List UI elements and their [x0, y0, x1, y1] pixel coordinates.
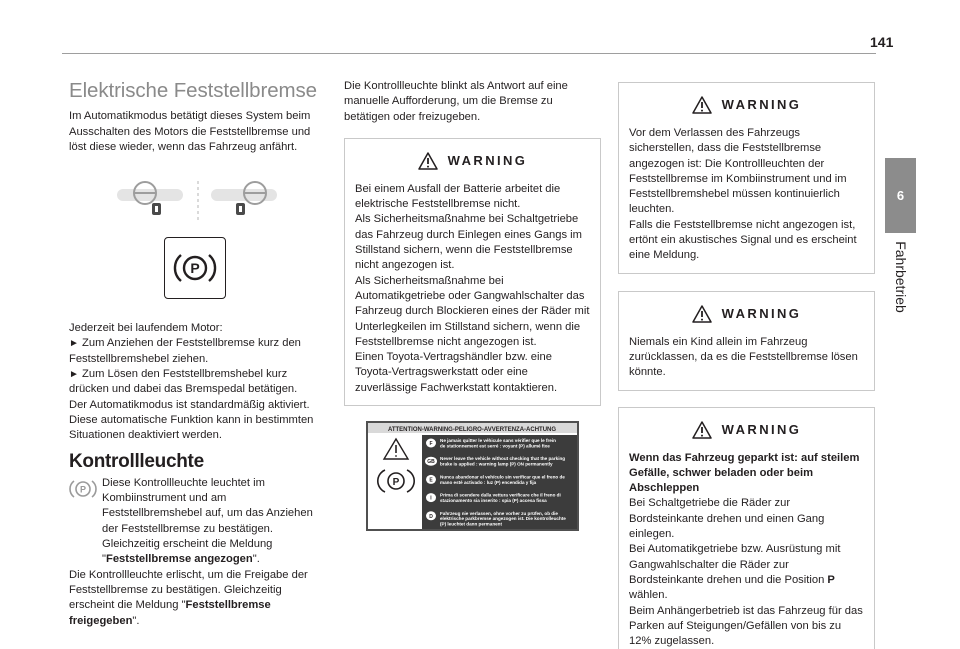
message-applied: Feststellbremse angezogen: [105, 553, 253, 566]
chapter-number: 6: [896, 188, 905, 203]
label-header: ATTENTION-WARNING-PELIGRO-AVVERTENZA-ACHTUNG: [387, 427, 557, 434]
warning-triangle-icon: [692, 305, 712, 323]
warning-box-child: WARNING Niemals ein Kind allein im Fahrzeug zurücklassen, da es die Feststellbremse lösen könnte.: [618, 291, 875, 391]
warning-box-battery: WARNING Bei einem Ausfall der Batterie arbeitet die elektrische Feststellbremse nicht. Als Sicherheitsmaßnahme bei Schaltgetriebe das Fahrzeug durch Einlegen eines Gangs im Stillstand sichern, wenn die Feststellbremse nicht angezogen ist. Als Sicherheitsmaßnahme bei Automatikgetriebe oder Gangwahlschalter das Fahrzeug durch Blockieren eines der Räder mit Unterlegkeilen im Stillstand sichern, wenn die Feststellbremse nicht angezogen ist. Einen Toyota-Vertragshändler bzw. eine Toyota-Vertragswerkstatt oder eine zuverlässige Fachwerkstatt kontaktieren.: [344, 138, 601, 406]
parking-brake-warning-icon: [69, 478, 97, 505]
chapter-label: [886, 232, 916, 322]
label-row-text: Fahrzeug nie verlassen, ohne vorher zu prüfen, ob die elektrische parkbremse angezogen ist. Die kontrolleuchte (P) leuchtet dann permanent: [440, 510, 566, 527]
chapter-tab[interactable]: [885, 158, 916, 233]
label-language-code: E: [429, 477, 433, 484]
message-released: Feststellbremse freigegeben: [69, 599, 271, 627]
label-row-text: Prima di scendere dalla vettura verificare che il freno di stazionamento sia inserito : spia (P) accesa fissa: [440, 492, 561, 504]
page-title: Elektrische Feststellbremse: [69, 79, 317, 102]
label-language-code: I: [430, 495, 432, 502]
intro-text: Im Automatikmodus betätigt dieses System beim Ausschalten des Motors die Feststellbremse und löst diese wieder, wenn das Fahrzeug anfährt.: [69, 110, 311, 153]
label-language-code: D: [429, 513, 433, 520]
bullet-arrow-icon: ►: [69, 369, 79, 381]
svg-text:P: P: [190, 260, 200, 277]
steering-illustration: [69, 177, 321, 223]
usage-step-apply: ► Zum Anziehen der Feststellbremse kurz den Feststellbremshebel ziehen.: [69, 337, 301, 365]
chapter-label-text: Fahrbetrieb: [893, 241, 909, 313]
blink-info-text: Die Kontrollleuchte blinkt als Antwort auf eine manuelle Aufforderung, um die Bremse zu betätigen oder freizugeben.: [344, 80, 568, 123]
bullet-arrow-icon: ►: [69, 338, 79, 350]
warning-box-slope-parking: WARNING Wenn das Fahrzeug geparkt ist: auf steilem Gefälle, schwer beladen oder beim Abschleppen Bei Schaltgetriebe die Räder zur Bordsteinkante drehen und einen Gang einlegen. Bei Automatikgetriebe bzw. Ausrüstung mit Gangwahlschalter die Räder zur Bordsteinkante drehen und die Position P wählen. Beim Anhängerbetrieb ist das Fahrzeug für das Parken auf Steigungen/Gefällen von bis zu 12% zugelassen.: [618, 407, 875, 649]
warning-title: WARNING: [447, 153, 528, 169]
indicator-release-text: Die Kontrollleuchte erlischt, um die Freigabe der Feststellbremse zu bestätigen. Gleichzeitig erscheint die Meldung "Feststellbremse freigegeben".: [69, 568, 308, 627]
warning-title: WARNING: [721, 97, 802, 113]
warning-title: WARNING: [721, 306, 802, 322]
warning-title: WARNING: [721, 421, 802, 437]
warning-triangle-icon: [692, 96, 712, 114]
label-language-code: F: [429, 441, 433, 448]
steering-wheel-illustration: [69, 177, 321, 223]
label-row-text: Nunca abandonar el vehículo sin verificar que el freno de mano esté activado : luz (P) encendida y fija: [440, 474, 565, 485]
parking-brake-icon: [173, 250, 217, 286]
indicator-description: P Diese Kontrollleuchte leuchtet im Kombiinstrument und am Feststellbremshebel auf, um das Anziehen der Feststellbremse zu bestätigen. Gleichzeitig erscheint die Meldung "Feststellbremse angezogen".: [69, 476, 321, 568]
header-rule: [62, 53, 876, 54]
usage-note-default: Der Automatikmodus ist standardmäßig aktiviert.: [69, 398, 310, 411]
label-language-code: GB: [427, 459, 435, 466]
parking-brake-icon-badge: [164, 237, 226, 299]
svg-text:P: P: [79, 484, 87, 495]
column-left: [69, 79, 321, 629]
warning-box-leaving-vehicle: WARNING Vor dem Verlassen des Fahrzeugs sicherstellen, dass die Feststellbremse angezogen ist: Die Kontrollleuchten der Feststellbremse im Kombiinstrument und im Feststellbremshebel müssen kontinuierlich leuchten. Falls die Feststellbremse nicht angezogen ist, ertönt ein akustisches Signal und es erscheint eine Meldung.: [618, 82, 875, 274]
warning-triangle-icon: [418, 152, 438, 170]
usage-lead: Jederzeit bei laufendem Motor:: [69, 322, 223, 335]
label-row-text: Never leave the vehicle without checking that the parking brake is applied : warning lamp (P) ON permanently: [440, 456, 566, 467]
usage-step-release: ► Zum Lösen den Feststellbremshebel kurz drücken und dabei das Bremspedal betätigen.: [69, 368, 298, 396]
warning-triangle-icon: [692, 421, 712, 439]
warning-label-illustration: [366, 421, 579, 531]
usage-note-deactivate: Diese automatische Funktion kann in bestimmten Situationen deaktiviert werden.: [69, 413, 314, 442]
column-middle: [344, 79, 601, 531]
page-number: 141: [870, 34, 894, 50]
column-right: [618, 82, 875, 649]
svg-text:P: P: [392, 477, 400, 489]
section-title-indicator: Kontrollleuchte: [69, 450, 204, 472]
label-row-text: Ne jamais quitter le véhicule sans vérifier que le frein de stationnement est serré : voyant (P) allumé fixe: [440, 438, 556, 449]
